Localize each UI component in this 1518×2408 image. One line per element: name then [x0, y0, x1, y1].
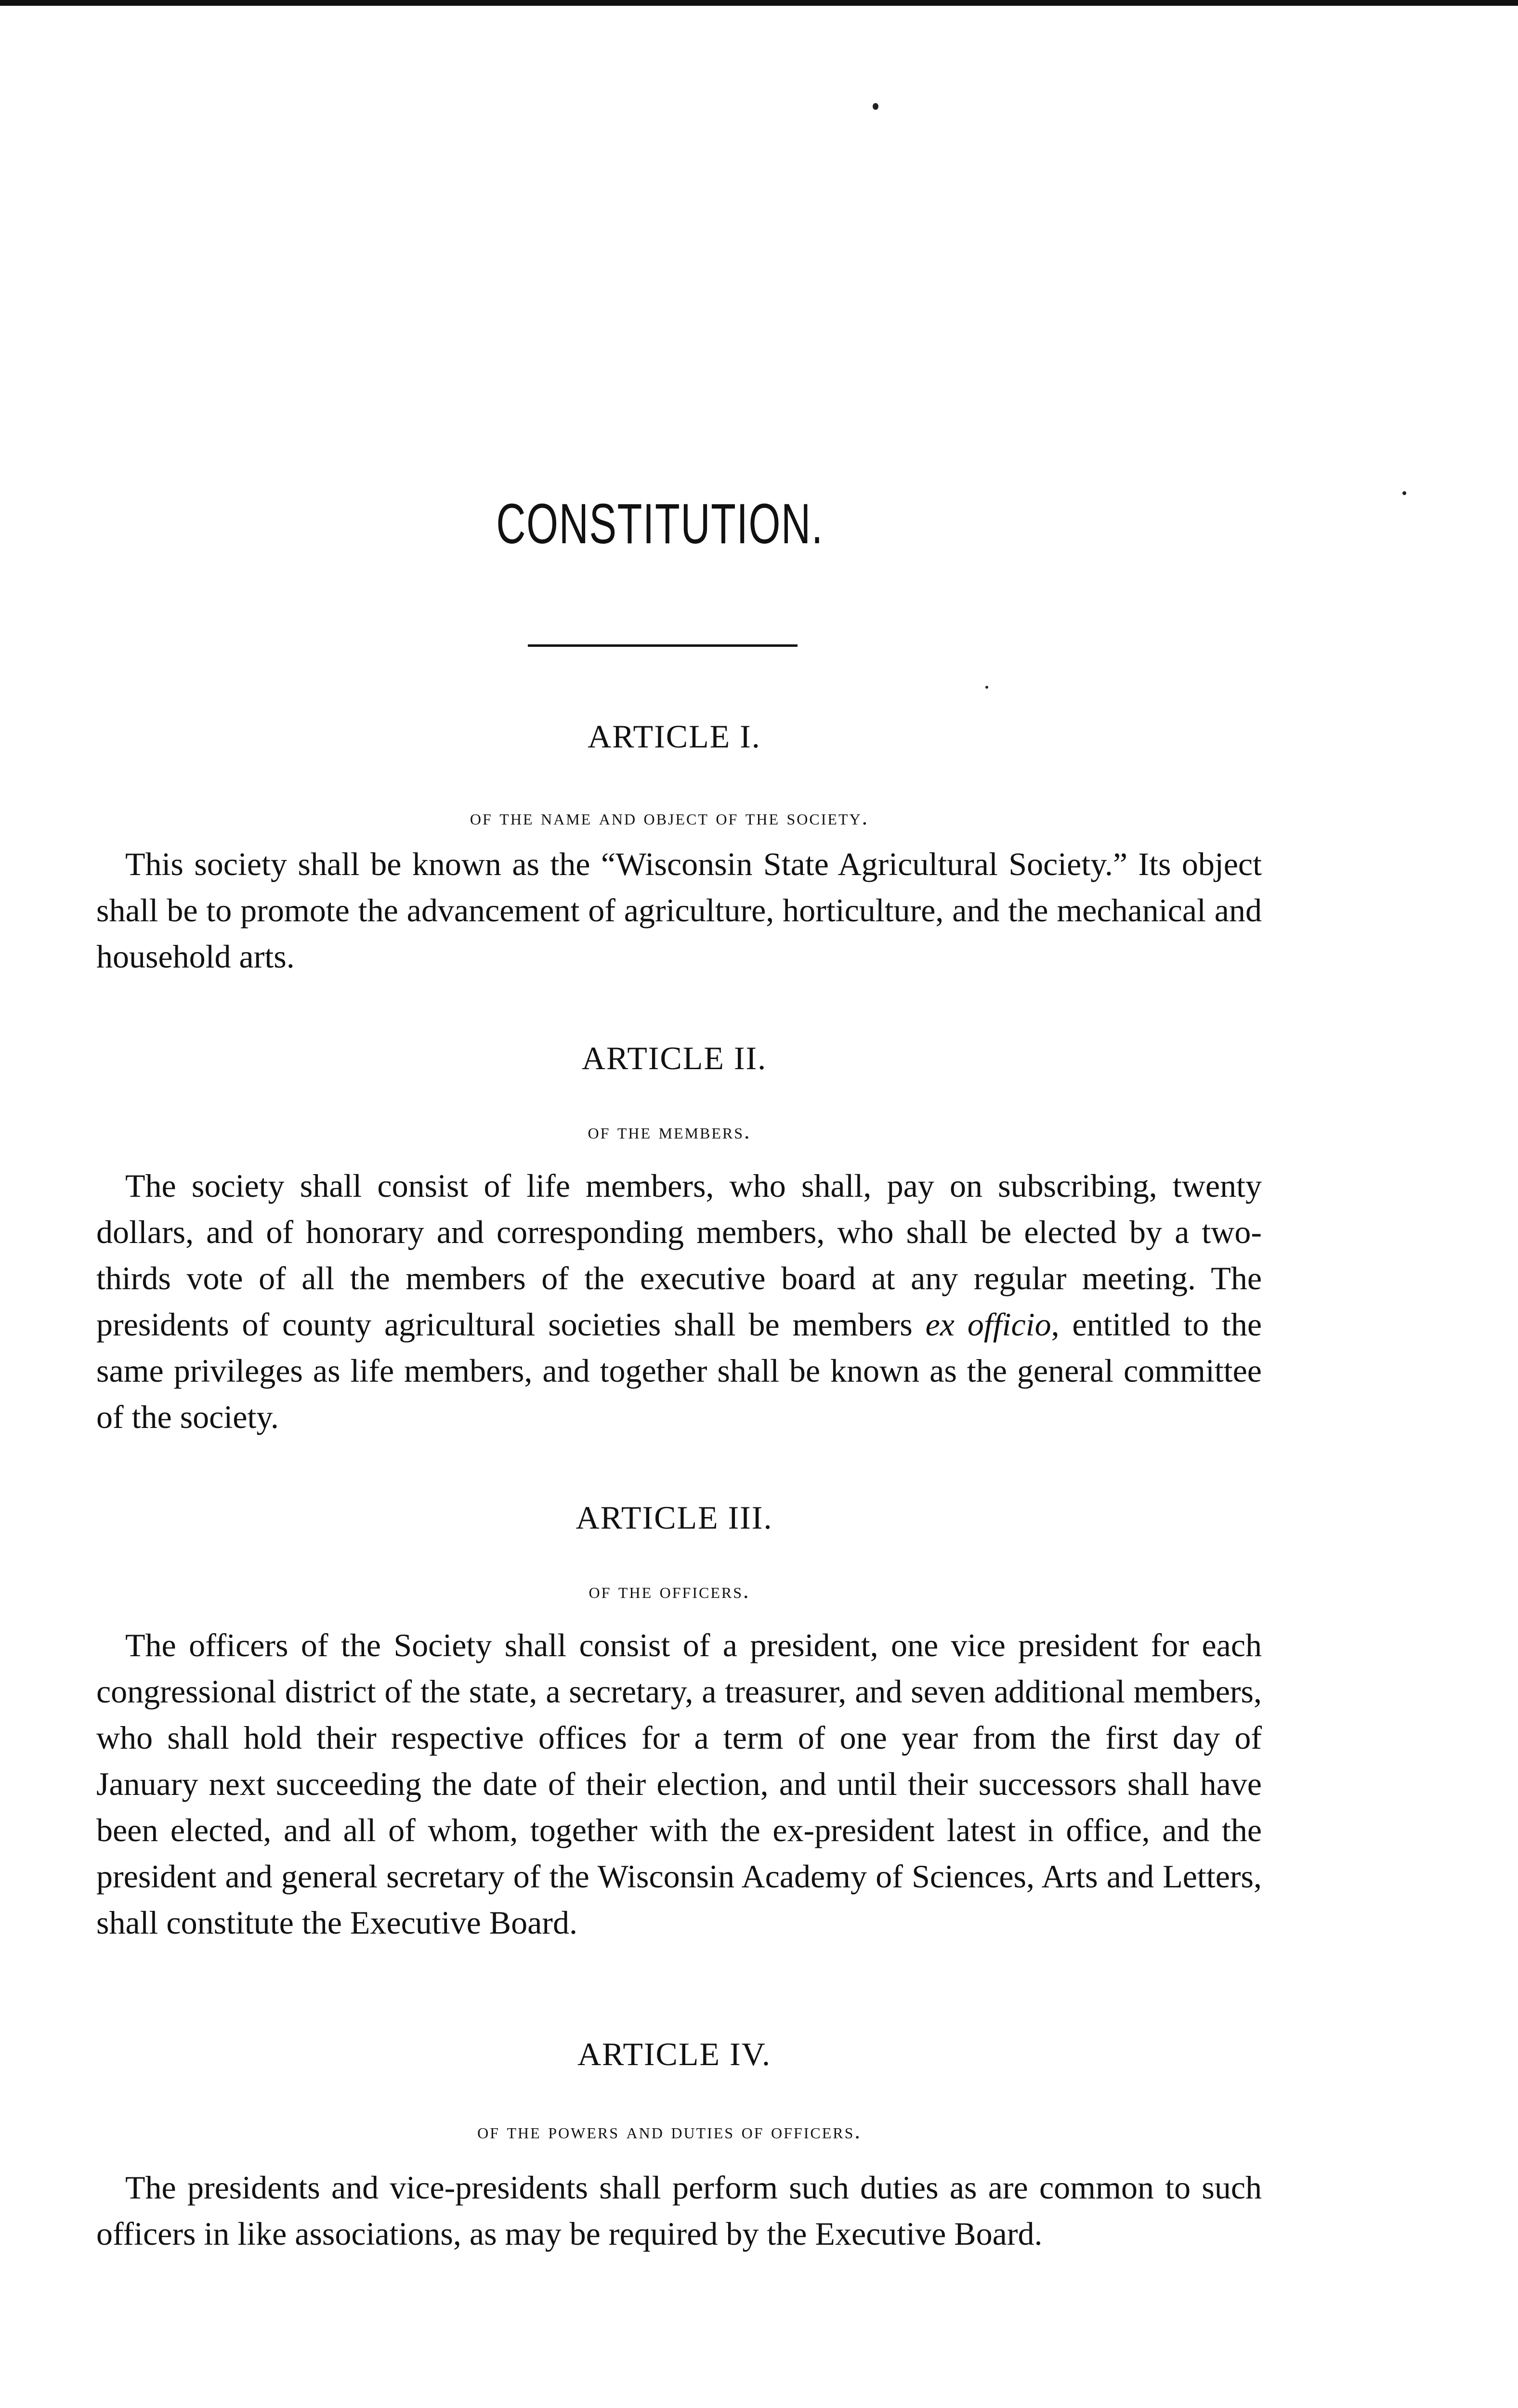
title-rule [528, 644, 798, 647]
scan-speck [985, 686, 988, 689]
article-3-heading: ARTICLE III. [576, 1499, 773, 1536]
article-1-subheading: of the name and object of the society. [470, 805, 869, 829]
article-2-body-text-1: The society shall consist of life members, who shall, pay on subscribing, twenty dollars, and of honorary and corresponding members, who shall be elected by a two-thirds vote of all the members of the executive board at any regular meeting. The presidents of county agricultural societies shall be members [96, 1167, 1262, 1343]
article-4-heading: ARTICLE IV. [577, 2036, 771, 2072]
article-3-body: The officers of the Society shall consist of a president, one vice president for each congressional district of the state, a secretary, a treasurer, and seven additional members, who shall hold their respective offices for a term of one year from the first day of January next succeeding the date of their election, and until their successors shall have been elected, and all of whom, together with the ex-president latest in office, and the president and general secretary of the Wisconsin Academy of Sciences, Arts and Letters, shall constitute the Executive Board. [96, 1627, 1262, 1941]
scan-speck [1402, 491, 1406, 495]
page-title: CONSTITUTION. [496, 492, 824, 556]
article-1-body: This society shall be known as the “Wisconsin State Agricultural Society.” Its object shall be to promote the advancement of agriculture, horticulture, and the mechanical and household arts. [96, 846, 1262, 975]
article-4-subheading: of the powers and duties of officers. [477, 2119, 862, 2143]
article-4-body: The presidents and vice-presidents shall perform such duties as are common to such officers in like associations, as may be required by the Executive Board. [96, 2169, 1262, 2252]
scan-speck [873, 103, 878, 110]
article-2-subheading: of the members. [588, 1119, 751, 1143]
article-2-body-text-2: , entitled to the same privileges as life members, and together shall be known as the general committee of the society. [96, 1306, 1262, 1435]
article-2-body [96, 1163, 1262, 1440]
article-2-body-italic: ex officio [925, 1306, 1051, 1343]
article-3-subheading: of the officers. [589, 1578, 750, 1603]
article-1-heading: ARTICLE I. [588, 718, 761, 755]
article-2-heading: ARTICLE II. [581, 1040, 767, 1076]
scan-top-border [0, 0, 1518, 6]
